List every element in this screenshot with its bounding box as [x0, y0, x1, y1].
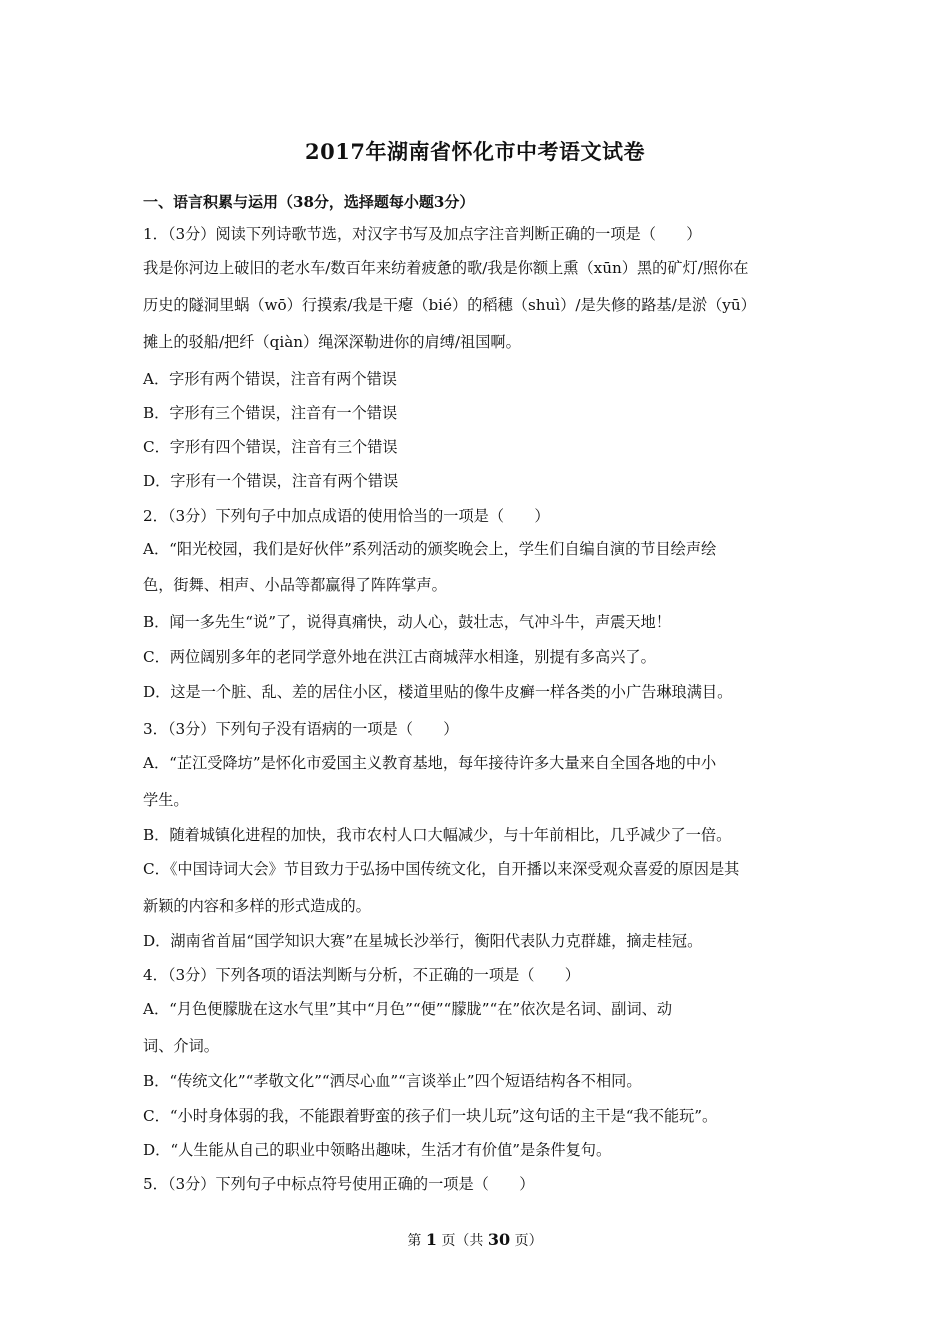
question-3-option-a-line-2: 学生。 — [143, 791, 189, 809]
question-4-option-a-line-2: 词、介词。 — [143, 1037, 219, 1055]
question-1-poem-line-1: 我是你河边上破旧的老水车/数百年来纺着疲惫的歌/我是你额上熏（xūn）黑的矿灯/照你在 — [143, 259, 749, 277]
footer-total-pages: 30 — [487, 1230, 511, 1249]
question-4-option-c: C．“小时身体弱的我，不能跟着野蛮的孩子们一块儿玩”这句话的主干是“我不能玩”。 — [143, 1107, 718, 1125]
question-5-stem: 5．（3分）下列句子中标点符号使用正确的一项是（ ） — [143, 1175, 535, 1193]
footer-page-number: 1 — [425, 1230, 437, 1249]
question-1-poem-line-2: 历史的隧洞里蜗（wō）行摸索/我是干瘪（bié）的稻穗（shuì）/是失修的路基/是淤（yū） — [143, 296, 756, 314]
question-4-option-d: D．“人生能从自己的职业中领略出趣味，生活才有价值”是条件复句。 — [143, 1141, 612, 1159]
question-4-option-a-line-1: A．“月色便朦胧在这水气里”其中“月色”“便”“朦胧”“在”依次是名词、副词、动 — [143, 1000, 673, 1018]
question-2-option-a-line-1: A．“阳光校园，我们是好伙伴”系列活动的颁奖晚会上，学生们自编自演的节目绘声绘 — [143, 540, 717, 558]
question-1-stem: 1．（3分）阅读下列诗歌节选，对汉字书写及加点字注音判断正确的一项是（ ） — [143, 225, 702, 243]
question-3-option-b: B．随着城镇化进程的加快，我市农村人口大幅减少，与十年前相比，几乎减少了一倍。 — [143, 826, 732, 844]
question-4-stem: 4．（3分）下列各项的语法判断与分析，不正确的一项是（ ） — [143, 966, 580, 984]
question-2-option-a-line-2: 色，街舞、相声、小品等都赢得了阵阵掌声。 — [143, 576, 447, 594]
question-2-option-b: B．闻一多先生“说”了，说得真痛快，动人心，鼓壮志，气冲斗牛，声震天地！ — [143, 613, 671, 631]
question-1-option-a: A．字形有两个错误，注音有两个错误 — [143, 370, 397, 388]
question-3-option-d: D．湖南省首届“国学知识大赛”在星城长沙举行，衡阳代表队力克群雄，摘走桂冠。 — [143, 932, 703, 950]
question-3-option-a-line-1: A．“芷江受降坊”是怀化市爱国主义教育基地，每年接待许多大量来自全国各地的中小 — [143, 754, 717, 772]
footer-prefix: 第 — [407, 1233, 422, 1249]
question-1-poem-line-3: 摊上的驳船/把纤（qiàn）绳深深勒进你的肩缚/祖国啊。 — [143, 333, 521, 351]
footer-mid: 页（共 — [441, 1233, 484, 1249]
footer-suffix: 页） — [514, 1233, 543, 1249]
question-2-option-d: D．这是一个脏、乱、差的居住小区，楼道里贴的像牛皮癣一样各类的小广告琳琅满目。 — [143, 683, 733, 701]
section-heading: 一、语言积累与运用（38分，选择题每小题3分） — [143, 193, 475, 211]
question-3-option-c-line-1: C．《中国诗词大会》节目致力于弘扬中国传统文化，自开播以来深受观众喜爱的原因是其 — [143, 860, 740, 878]
question-2-stem: 2．（3分）下列句子中加点成语的使用恰当的一项是（ ） — [143, 507, 550, 525]
question-4-option-b: B．“传统文化”“孝敬文化”“洒尽心血”“言谈举止”四个短语结构各不相同。 — [143, 1072, 642, 1090]
question-1-option-b: B．字形有三个错误，注音有一个错误 — [143, 404, 398, 422]
question-1-option-d: D．字形有一个错误，注音有两个错误 — [143, 472, 399, 490]
question-1-option-c: C．字形有四个错误，注音有三个错误 — [143, 438, 398, 456]
question-3-option-c-line-2: 新颖的内容和多样的形式造成的。 — [143, 897, 371, 915]
page-footer — [0, 1230, 950, 1250]
question-2-option-c: C．两位阔别多年的老同学意外地在洪江古商城萍水相逢，别提有多高兴了。 — [143, 648, 656, 666]
question-3-stem: 3．（3分）下列句子没有语病的一项是（ ） — [143, 720, 459, 738]
page-title: 2017年湖南省怀化市中考语文试卷 — [305, 139, 645, 164]
